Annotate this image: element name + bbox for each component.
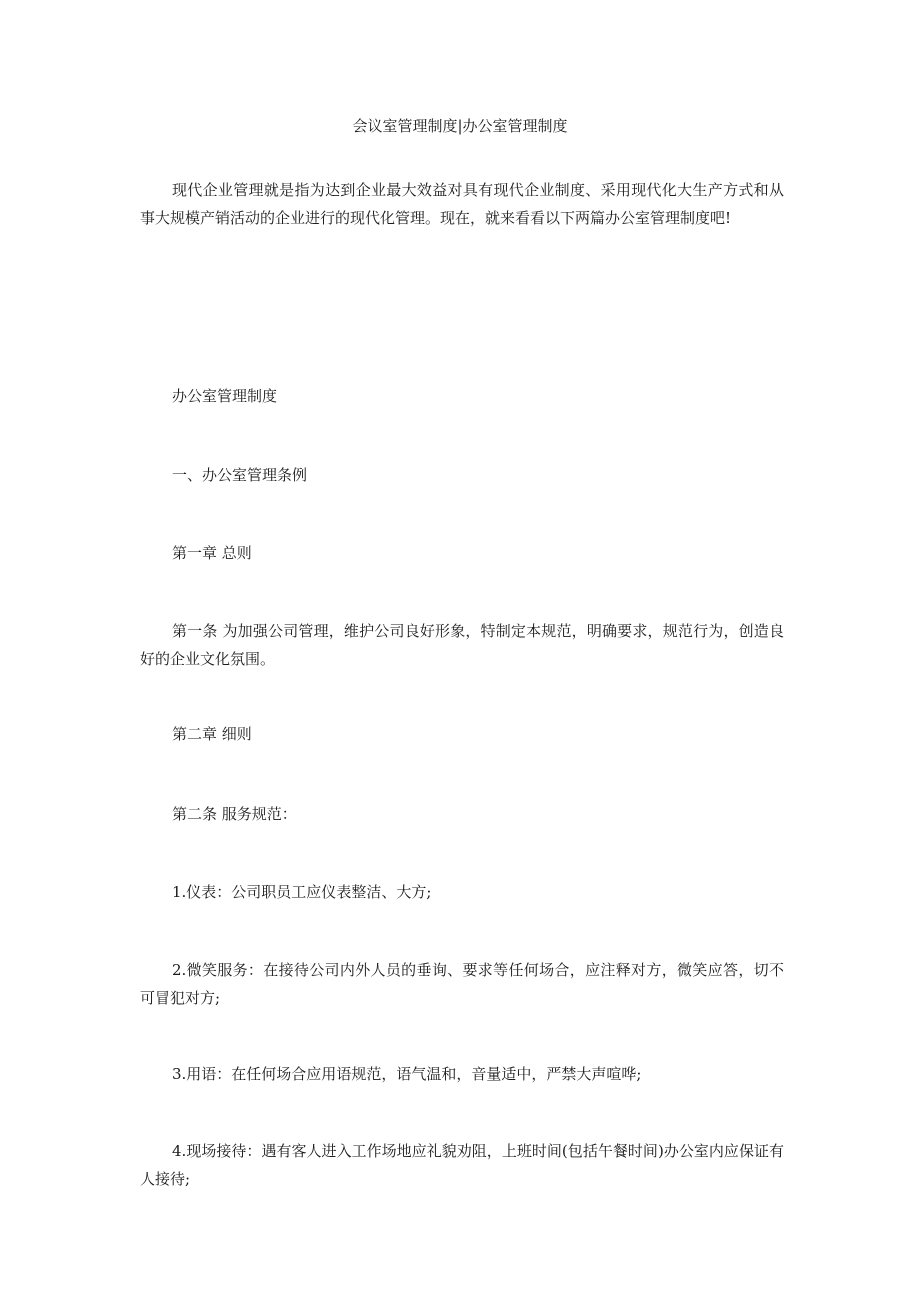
intro-paragraph: 现代企业管理就是指为达到企业最大效益对具有现代企业制度、采用现代化大生产方式和从事大规模产销活动的企业进行的现代化管理。现在，就来看看以下两篇办公室管理制度吧!	[140, 181, 784, 227]
article-2-paragraph: 第二条 服务规范：	[172, 805, 297, 823]
document-title: 会议室管理制度|办公室管理制度	[352, 117, 568, 135]
chapter-1-heading: 第一章 总则	[172, 544, 252, 562]
section-heading: 办公室管理制度	[172, 387, 278, 405]
chapter-2-heading: 第二章 细则	[172, 725, 252, 743]
list-item-2: 2.微笑服务：在接待公司内外人员的垂询、要求等任何场合，应注释对方，微笑应答，切不可冒犯对方;	[140, 961, 784, 1007]
list-item-1: 1.仪表：公司职员工应仪表整洁、大方;	[172, 883, 432, 901]
article-1-paragraph: 第一条 为加强公司管理，维护公司良好形象，特制定本规范，明确要求，规范行为，创造良好的企业文化氛围。	[140, 622, 784, 668]
list-item-3: 3.用语：在任何场合应用语规范，语气温和，音量适中，严禁大声喧哗;	[172, 1065, 642, 1083]
list-item-4: 4.现场接待：遇有客人进入工作场地应礼貌劝阻，上班时间(包括午餐时间)办公室内应保证有人接待;	[140, 1142, 784, 1188]
subsection-heading: 一、办公室管理条例	[172, 466, 308, 484]
